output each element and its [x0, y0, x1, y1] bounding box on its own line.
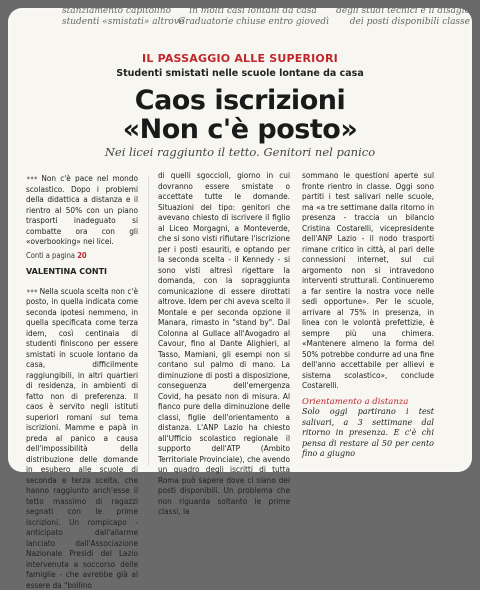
continues-page: 20: [77, 251, 86, 260]
top-line: Graduatorie chiuse entro giovedì: [178, 17, 328, 28]
body-paragraph: di quelli sgocciolì, giorno in cui dovranno essere smistate o accettate tutte le domande. Situazioni del tipo: genitori che avevano chiesto di iscrivere il figlio al Liceo Morgagni, a Monteverde, che si sono visti rifiutare l'iscrizione per i posti esauriti, e optando per la seconda scelta - il Kennedy - si sono visti altresì rigettare la domanda, con la sopraggiunta comunicazione di essere dirottati altrove. Idem per chi aveva scelto il Montale e per seconda opzione il Manara, rimasto in "stand by". Dal Colonna al Gullace all'Avogadro al Cavour, fino al Dante Alighieri, al Tasso, Mamiani, gli esempi non si contano sul palmo di mano. La diminuzione di posti a disposizione, conseguenza dell'emergenza Covid, ha pesato non di misura. Al fianco pure della diminuzione delle classi, figlie dell'orientamento a distanza. L'ANP Lazio ha chiesto all'Ufficio scolastico regionale il supporto dell'ATP (Ambito Territoriale Provinciale), che avendo un quadro degli iscritti di tutta Roma può sapere dove ci siano dei posti disponibili. Un problema che non riguarda soltanto le prime classi, la: [158, 170, 290, 517]
top-line: dei posti disponibili classe: [330, 17, 470, 28]
headline: [8, 86, 472, 144]
top-line: studenti «smistati» altrove: [62, 17, 172, 28]
top-line: degli studi tecnici e il disagio: [330, 6, 470, 17]
lead-text: Non c'è pace nel mondo scolastico. Dopo i problemi della didattica a distanza e il rientro al 50% con un piano trasporti inadeguato si combatte ora con gli «overbooking» nei licei.: [26, 173, 138, 246]
article-column-2: [158, 170, 290, 472]
body-paragraph: [26, 286, 138, 590]
headline-line-2: «Non c'è posto»: [8, 115, 472, 144]
top-line: in molti casi lontani da casa: [178, 6, 328, 17]
top-column-left: [62, 6, 172, 27]
previous-article-fragment: [8, 8, 472, 48]
sub-kicker: Studenti smistati nelle scuole lontane da casa: [8, 68, 472, 79]
sub-heading: Orientamento a distanza: [302, 397, 434, 408]
top-column-right: [330, 6, 470, 27]
body-paragraph: sommano le questioni aperte sul fronte rientro in classe. Oggi sono partiti i test salivari nelle scuole, ma «a tre settimane dalla ritorno in presenza - traccia un bilancio Cristina Costarelli, vicepresidente dell'ANP Lazio - il nodo trasporti rimane critico in città, al pari delle connessioni internet, sul cui argomento non si intravedono interventi strutturali. Continueremo a far sentire la nostra voce nelle sedi opportune». Per le scuole, arrivare al 75% in presenza, in linea con le volontà prefettizie, è sempre più una chimera. «Mantenere almeno la forma del 50% potrebbe condurre ad una fine dell'anno accettabile per allievi e sistema scolastico», conclude Costarelli.: [302, 170, 434, 391]
continues-note: [26, 251, 138, 262]
bullet-dots-icon: •••: [26, 286, 37, 296]
continues-text: Conti a pagina: [26, 251, 75, 260]
bullet-dots-icon: •••: [26, 173, 37, 183]
article-column-3: [302, 170, 434, 472]
article-column-1: [26, 173, 138, 473]
deck: Nei licei raggiunto il tetto. Genitori nel panico: [8, 145, 472, 159]
top-line: stanziamento capitolino: [62, 6, 172, 17]
kicker: IL PASSAGGIO ALLE SUPERIORI: [8, 52, 472, 65]
byline: VALENTINA CONTI: [26, 267, 138, 278]
newspaper-page: [8, 8, 472, 472]
headline-line-1: Caos iscrizioni: [8, 86, 472, 115]
sub-body: Solo oggi partirano i test salivari, a 3 settimane dal ritorno in presenza. E c'è chi pensa di restare al 50 per cento fino a giugno: [302, 407, 434, 460]
body-text: Nella scuola scelta non c'è posto, in quella indicata come seconda ipotesi nemmeno, in quella specificata come terza idem, così centinaia di studenti finiscono per essere smistati in scuole lontano da casa, difficilmente raggiungibili, in altri quartieri di residenza, in ambienti di fatto non di preferenza. Il caos è servito negli istituti superiori romani sul tema iscrizioni. Mamme e papà in preda al panico a causa dell'impossibilità della distribuzione delle domande in esubero alle scuole di seconda e terza scelta, che hanno raggiunto anch'esse il tetto massimo di ragazzi segnati con le prime iscrizioni. Un rompicapo - anticipato dall'allarme lanciato dall'Associazione Nazionale Presidi del Lazio intervenuta a soccorso delle famiglie - che avrebbe già al essere da "bollino: [26, 286, 138, 590]
column-divider: [148, 176, 149, 466]
top-column-center: [178, 6, 328, 27]
lead-paragraph: [26, 173, 138, 247]
